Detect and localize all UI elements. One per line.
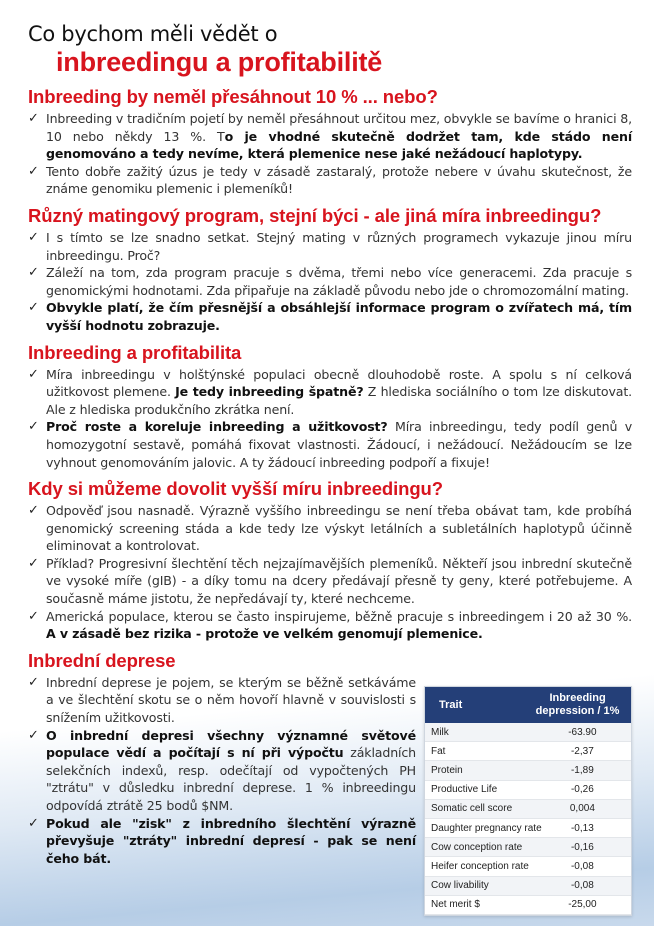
- check-icon: ✓: [28, 300, 39, 316]
- body-text: Záleží na tom, zda program pracuje s dvěma, třemi nebo více generacemi. Zda pracuje s genomickými hodnotami. Zda připařuje na základě původu nebo jde o chromozomální mating.: [46, 265, 632, 298]
- section: [26, 478, 632, 643]
- body-text: Míra inbreedingu, tedy podíl genů v homozygotní sestavě, pomáhá fixovat vlastnosti. Žádoucí, i nežádoucí. Nežádoucím se lze vyhnout genomováním jalovic. A ty žádoucí inbreeding podpoří a fixuje!: [46, 419, 632, 470]
- check-icon: ✓: [28, 229, 39, 245]
- value-cell: -1,89: [570, 764, 594, 776]
- bold-text: O inbrední depresi všechny významné světové populace vědí a počítají s ní při výpočtu: [46, 727, 416, 761]
- body-text: Inbrední deprese je pojem, se kterým se běžně setkáváme a ve šlechtění skotu se o něm hovoří hlavně v souvislosti s snížením užitkovosti.: [46, 674, 416, 726]
- table-header-value-line1: Inbreeding: [549, 692, 606, 704]
- bold-text: A v zásadě bez rizika - protože ve velkém genomují plemenice.: [46, 626, 483, 642]
- section-heading: Inbrední deprese: [28, 649, 176, 671]
- table-header-trait: Trait: [439, 699, 463, 711]
- section-heading: Různý matingový program, stejní býci - ale jiná míra inbreedingu?: [28, 204, 602, 226]
- body-text: Příklad? Progresivní šlechtění těch nejzajímavějších plemeníků. Někteří jsou inbrední skutečně ve vysoké míře (gIB) - a díky tomu na dcery předávají přesně ty geny, které potřebujeme. A současně máme jistotu, že nepředávají ty, které nechceme.: [46, 555, 632, 607]
- body-text: Odpověď jsou nasnadě. Výrazně vyššího inbreedingu se není třeba obávat tam, kde probíhá genomický screening stáda a kde tedy lze výskyt letálních a subletálních haplotypů účinně eliminovat a kontrolovat.: [46, 503, 632, 554]
- body-text: Inbreeding v tradičním pojetí by neměl přesáhnout určitou mez, obvykle se bavíme o hranici 8, 10 nebo někdy 13 %. T: [46, 111, 632, 144]
- check-icon: ✓: [28, 111, 39, 126]
- trait-cell: Somatic cell score: [431, 803, 513, 815]
- body-text: Americká populace, kterou se často inspirujeme, běžně pracuje s inbreedingem i 20 až 30 %.: [46, 608, 632, 624]
- bullet-item: [26, 366, 632, 419]
- trait-cell: Protein: [431, 764, 463, 776]
- header-title-line1: Co bychom měli vědět o: [28, 22, 278, 46]
- body-text: Z hlediska sociálního o tom lze diskutovat. Ale z hlediska produkčního zkrátka není.: [46, 384, 633, 417]
- bullet-list: [26, 366, 632, 472]
- bullet-item: [26, 815, 416, 868]
- body-text: I s tímto se lze snadno setkat. Stejný mating v různých programech vykazuje jinou míru inbreedingu. Proč?: [46, 229, 632, 263]
- bullet-list: [26, 229, 632, 335]
- bold-text: Obvykle platí, že čím přesnější a obsáhlejší informace program o zvířatech má, tím vyšší hodnotu zobrazuje.: [46, 300, 632, 333]
- bullet-list: [26, 110, 632, 198]
- trait-cell: Heifer conception rate: [431, 860, 529, 872]
- value-cell: -63.90: [568, 726, 597, 738]
- section-heading: Kdy si můžeme dovolit vyšší míru inbreedingu?: [28, 478, 443, 500]
- trait-cell: Fat: [431, 745, 446, 757]
- bullet-list: [26, 502, 632, 643]
- header-title-line2: inbreedingu a profitabilitě: [56, 47, 383, 77]
- value-cell: 0,004: [569, 803, 595, 815]
- body-text: Míra inbreedingu v holštýnské populaci obecně dlouhodobě roste. A spolu s ní celková užitkovost plemene.: [46, 366, 632, 400]
- check-icon: ✓: [28, 727, 39, 743]
- bullet-item: [26, 229, 632, 264]
- section: [26, 86, 632, 198]
- section: [26, 650, 416, 868]
- bullet-item: [26, 608, 632, 643]
- value-cell: -0,16: [570, 841, 594, 853]
- value-cell: -25,00: [568, 899, 597, 911]
- bullet-item: [26, 264, 632, 299]
- check-icon: ✓: [28, 419, 39, 435]
- section: [26, 342, 632, 472]
- table-header-value-line2: depression / 1%: [535, 705, 620, 717]
- bold-text: Pokud ale "zisk" z inbredního šlechtění výrazně převyšuje "ztráty" inbrední depresí - pak se není čeho bát.: [46, 815, 416, 866]
- check-icon: ✓: [28, 163, 39, 179]
- bullet-item: [26, 418, 632, 471]
- bold-text: Je tedy inbreeding špatně?: [175, 384, 364, 400]
- bullet-item: [26, 502, 632, 555]
- bullet-item: [26, 110, 632, 163]
- body-text: Tento dobře zažitý úzus je tedy v zásadě zastaralý, protože nebere v úvahu skutečnost, že známe genomiku plemenic i plemeníků!: [46, 163, 632, 197]
- check-icon: ✓: [28, 674, 39, 690]
- value-cell: -0,08: [570, 860, 594, 872]
- bold-text: Proč roste a koreluje inbreeding a užitkovost?: [46, 419, 388, 435]
- section-heading: Inbreeding a profitabilita: [28, 341, 242, 363]
- bullet-item: [26, 299, 632, 334]
- bold-text: o je vhodné skutečně dodržet tam, kde stádo není genomováno a tedy nevíme, která plemenice nese jaké nežádoucí haplotypy.: [46, 128, 633, 162]
- bullet-item: [26, 555, 632, 608]
- trait-cell: Cow conception rate: [431, 841, 523, 853]
- check-icon: ✓: [28, 608, 39, 624]
- section-heading: Inbreeding by neměl přesáhnout 10 % ... nebo?: [28, 86, 438, 107]
- value-cell: -2,37: [570, 745, 594, 757]
- section: [26, 205, 632, 335]
- bullet-item: [26, 727, 416, 815]
- trait-cell: Milk: [431, 726, 449, 738]
- table-row: [425, 877, 631, 896]
- bullet-list: [26, 674, 416, 868]
- article-body: [26, 86, 632, 867]
- check-icon: ✓: [28, 555, 39, 571]
- value-cell: -0,08: [570, 880, 594, 892]
- table-row: [425, 896, 631, 915]
- check-icon: ✓: [28, 366, 39, 382]
- bullet-item: [26, 163, 632, 198]
- trait-cell: Net merit $: [431, 899, 480, 911]
- check-icon: ✓: [28, 815, 39, 831]
- trait-cell: Cow livability: [431, 880, 489, 892]
- check-icon: ✓: [28, 265, 39, 281]
- check-icon: ✓: [28, 503, 39, 519]
- value-cell: -0,26: [570, 784, 594, 796]
- trait-cell: Productive Life: [431, 784, 498, 796]
- body-text: základních selekčních indexů, resp. odečítají od vypočtených PH "ztrátu" v důsledku inbrední deprese. 1 % inbreedingu odpovídá ztrátě 25 bodů $NM.: [46, 745, 416, 813]
- value-cell: -0,13: [570, 822, 594, 834]
- trait-cell: Daughter pregnancy rate: [431, 822, 542, 834]
- bullet-item: [26, 674, 416, 727]
